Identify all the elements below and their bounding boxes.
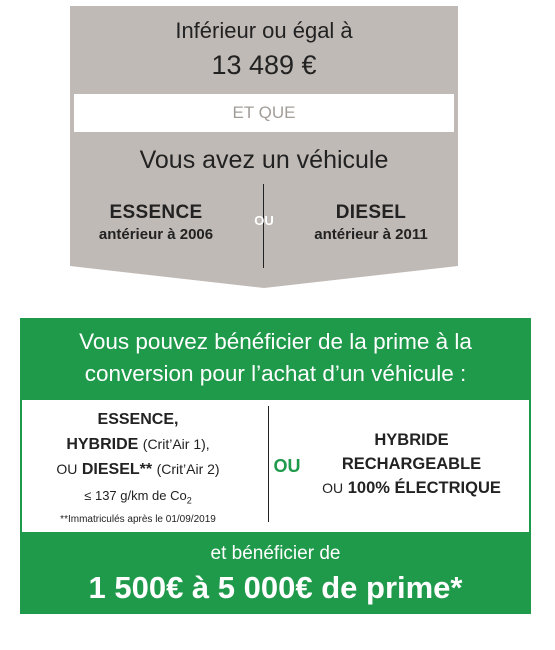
heading-line-1: Vous pouvez bénéficier de la prime à la	[79, 329, 472, 354]
critair-2: (Crit’Air 2)	[156, 461, 220, 477]
vertical-divider	[268, 406, 269, 522]
hybride-rechargeable-1: HYBRIDE	[374, 431, 449, 449]
hybride-rechargeable-2: RECHARGEABLE	[341, 455, 482, 473]
thermal-hybrid-options	[22, 408, 254, 525]
or-lower-right: OU	[322, 480, 344, 496]
diesel-title: DIESEL	[335, 202, 407, 223]
prime-amount: 1 500€ à 5 000€ de prime*	[88, 570, 463, 605]
income-condition-block	[70, 6, 458, 288]
or-label-middle: OU	[273, 456, 301, 476]
income-amount: 13 489 €	[211, 50, 317, 80]
co2-limit: ≤ 137 g/km de $Co_2$	[84, 488, 192, 506]
essence-condition	[78, 202, 234, 243]
and-separator: ET QUE	[74, 94, 454, 132]
diesel-sub: antérieur à 2011	[314, 226, 428, 243]
essence-title: ESSENCE	[109, 202, 203, 223]
or-lower-left: OU	[56, 461, 78, 477]
benefit-intro: et bénéficier de	[210, 543, 341, 564]
or-label-top: OU	[254, 213, 274, 228]
prime-block	[20, 318, 531, 614]
hybride-option: HYBRIDE	[66, 436, 139, 453]
essence-option: ESSENCE,	[97, 411, 179, 428]
prime-heading	[20, 326, 531, 390]
heading-line-2: conversion pour l’achat d’un véhicule :	[84, 361, 467, 386]
diesel-option: DIESEL**	[81, 461, 153, 478]
essence-sub: antérieur à 2006	[98, 226, 214, 243]
critair-1: (Crit’Air 1),	[142, 436, 210, 452]
electric-options	[294, 428, 529, 500]
registration-note: **Immatriculés après le 01/09/2019	[60, 513, 216, 525]
vehicle-condition: Vous avez un véhicule	[139, 146, 389, 174]
diesel-condition	[296, 202, 446, 243]
electric-option: 100% ÉLECTRIQUE	[347, 479, 501, 497]
eligible-vehicles-panel	[22, 400, 529, 532]
income-label: Inférieur ou égal à	[175, 18, 353, 43]
